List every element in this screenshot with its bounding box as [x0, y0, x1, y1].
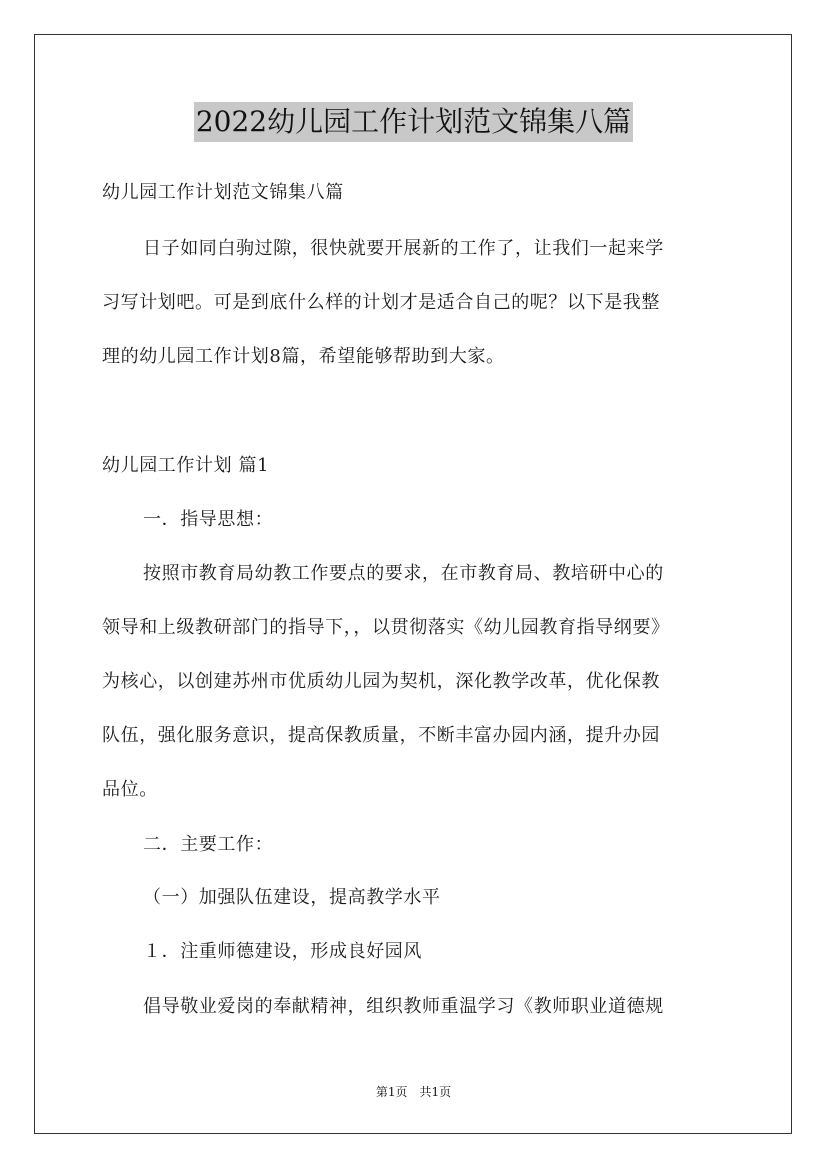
paragraph-line: 习写计划吧。可是到底什么样的计划才是适合自己的呢？以下是我整: [102, 292, 660, 313]
title-container: [0, 102, 827, 142]
subheading-line: （一）加强队伍建设，提高教学水平: [143, 887, 441, 908]
document-title: 2022幼儿园工作计划范文锦集八篇: [194, 102, 633, 142]
section-heading: 幼儿园工作计划 篇1: [102, 455, 270, 476]
paragraph-line: 日子如同白驹过隙，很快就要开展新的工作了，让我们一起来学: [143, 238, 664, 259]
paragraph-line: 为核心，以创建苏州市优质幼儿园为契机，深化教学改革，优化保教: [102, 671, 660, 692]
heading-line: 幼儿园工作计划范文锦集八篇: [102, 182, 344, 203]
paragraph-line: 理的幼儿园工作计划8篇，希望能够帮助到大家。: [102, 346, 505, 367]
subheading-line: １．注重师德建设，形成良好园风: [143, 941, 422, 962]
subheading-line: 二．主要工作：: [143, 834, 274, 855]
paragraph-line: 品位。: [102, 779, 158, 800]
page-footer: 第1页 共1页: [375, 1085, 452, 1099]
subheading-line: 一．指导思想：: [143, 509, 274, 530]
paragraph-line: 按照市教育局幼教工作要点的要求，在市教育局、教培研中心的: [143, 563, 664, 584]
paragraph-line: 队伍，强化服务意识，提高保教质量，不断丰富办园内涵，提升办园: [102, 725, 660, 746]
paragraph-line: 领导和上级教研部门的指导下，，以贯彻落实《幼儿园教育指导纲要》: [102, 617, 670, 638]
paragraph-line: 倡导敬业爱岗的奉献精神，组织教师重温学习《教师职业道德规: [143, 996, 664, 1017]
